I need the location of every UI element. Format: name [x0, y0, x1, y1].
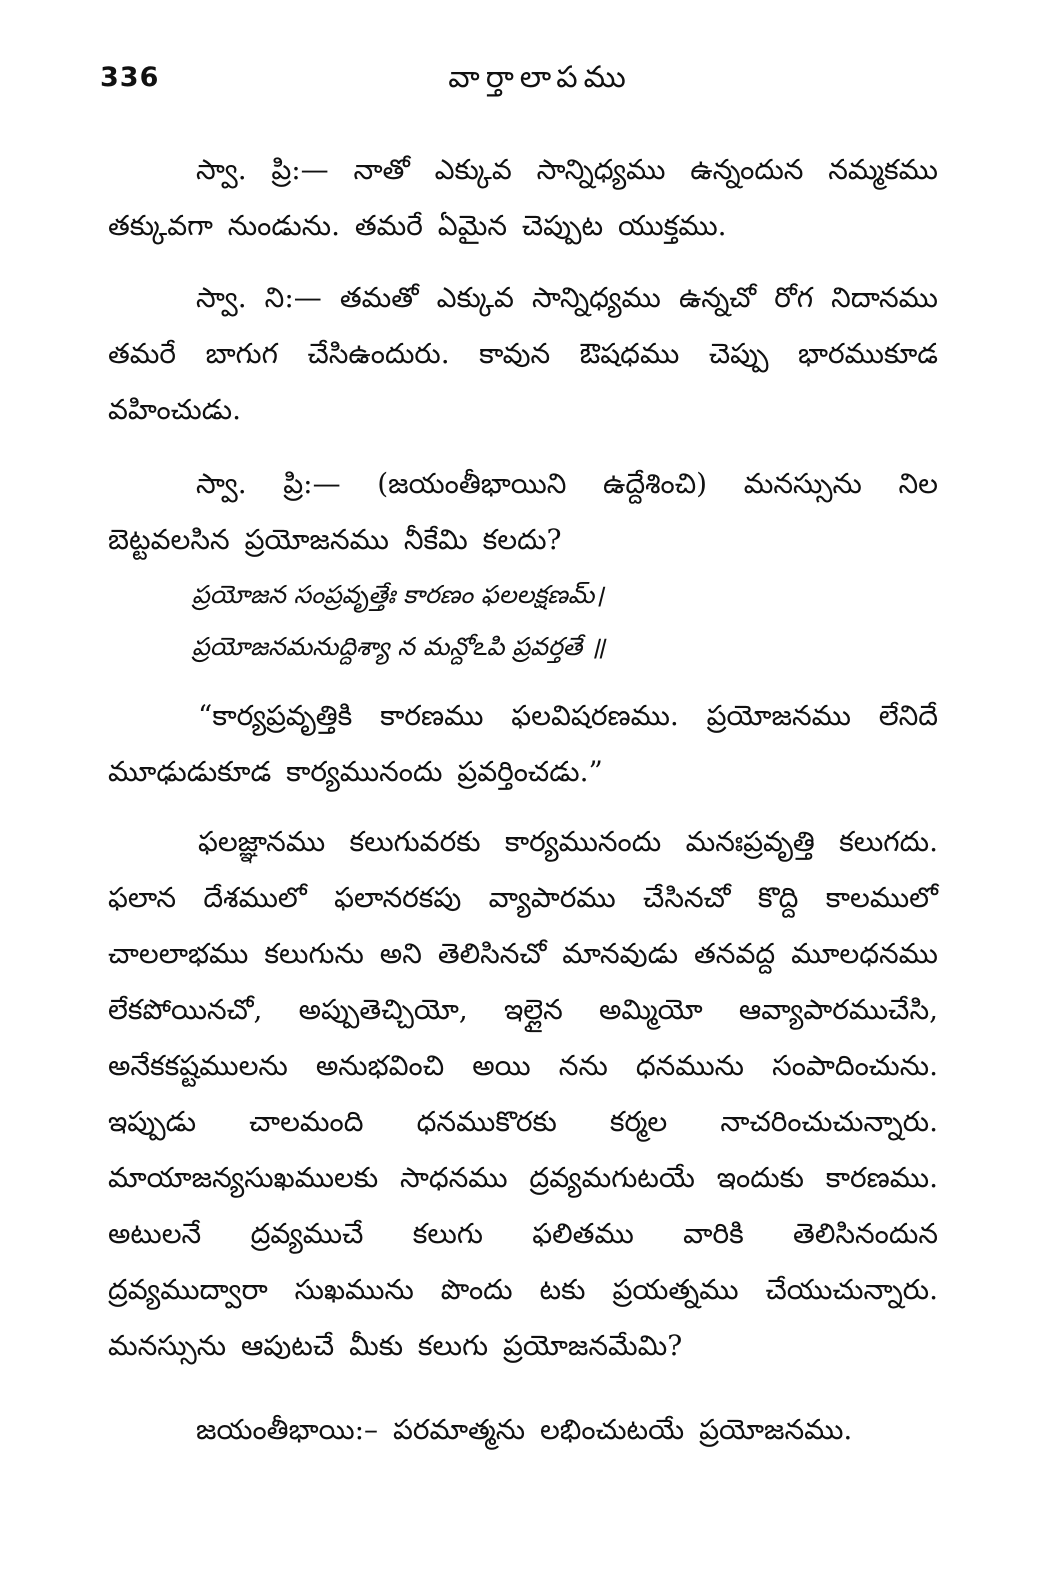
- paragraph-text: ఫలజ్ఞానము కలుగువరకు కార్యమునందు మనఃప్రవృత్తి కలుగదు. ఫలాన దేశములో ఫలానరకపు వ్యాపారము చేసినచో కొద్ది కాలములో చాలలాభము కలుగును అని తెలిసినచో మానవుడు తనవద్ద మూలధనము లేకపోయినచో, అప్పుతెచ్చియో, ఇల్లైన అమ్మియో ఆవ్యాపారముచేసి, అనేకకష్టములను అనుభవించి అయి నను ధనమును సంపాదించును. ఇప్పుడు చాలమంది ధనముకొరకు కర్మల నాచరించుచున్నారు. మాయాజన్యసుఖములకు సాధనము ద్రవ్యమగుటయే ఇందుకు కారణము. అటులనే ద్రవ్యముచే కలుగు ఫలితము వారికి తెలిసినందున ద్రవ్యముద్వారా సుఖమును పొందు టకు ప్రయత్నము చేయుచున్నారు. మనస్సును ఆపుటచే మీకు కలుగు ప్రయోజనమేమి?: [108, 825, 938, 1362]
- speaker-label: జయంతీభాయి:–: [196, 1413, 379, 1446]
- dialogue-paragraph: [108, 456, 938, 568]
- dialogue-paragraph: [108, 142, 938, 254]
- paragraph-text: “కార్యప్రవృత్తికి కారణము ఫలవిషరణము. ప్రయోజనము లేనిదే మూఢుడుకూడ కార్యమునందు ప్రవర్తించడు.”: [108, 699, 938, 788]
- speaker-label: స్వా. ప్రి:—: [196, 153, 329, 186]
- dialogue-paragraph: [108, 1402, 938, 1458]
- sanskrit-verse-line: ప్రయోజనమనుద్దిశ్యా న మన్దోఽపి ప్రవర్తతే ॥: [192, 632, 606, 661]
- dialogue-paragraph: [108, 270, 938, 438]
- paragraph-text: నాతో ఎక్కువ సాన్నిధ్యము ఉన్నందున నమ్మకము తక్కువగా నుండును. తమరే ఏమైన చెప్పుట యుక్తము.: [108, 153, 938, 242]
- paragraph-text: తమతో ఎక్కువ సాన్నిధ్యము ఉన్నచో రోగ నిదానము తమరే బాగుగ చేసిఉందురు. కావున ఔషధము చెప్పు భారముకూడ వహించుడు.: [108, 281, 938, 426]
- verse-translation-paragraph: [108, 688, 938, 800]
- speaker-label: స్వా. ని:—: [196, 281, 322, 314]
- speaker-label: స్వా. ప్రి:—: [196, 467, 341, 500]
- running-title: వార్తాలాపము: [448, 60, 632, 95]
- paragraph-text: (జయంతీభాయిని ఉద్దేశించి) మనస్సును నిల బెట్టవలసిన ప్రయోజనము నీకేమి కలదు?: [108, 467, 938, 556]
- page-number: 336: [100, 62, 160, 93]
- sanskrit-verse-line: ప్రయోజన సంప్రవృత్తేః కారణం ఫలలక్షణమ్।: [192, 580, 604, 609]
- body-paragraph: [108, 814, 938, 1374]
- paragraph-text: పరమాత్మను లభించుటయే ప్రయోజనము.: [392, 1413, 853, 1446]
